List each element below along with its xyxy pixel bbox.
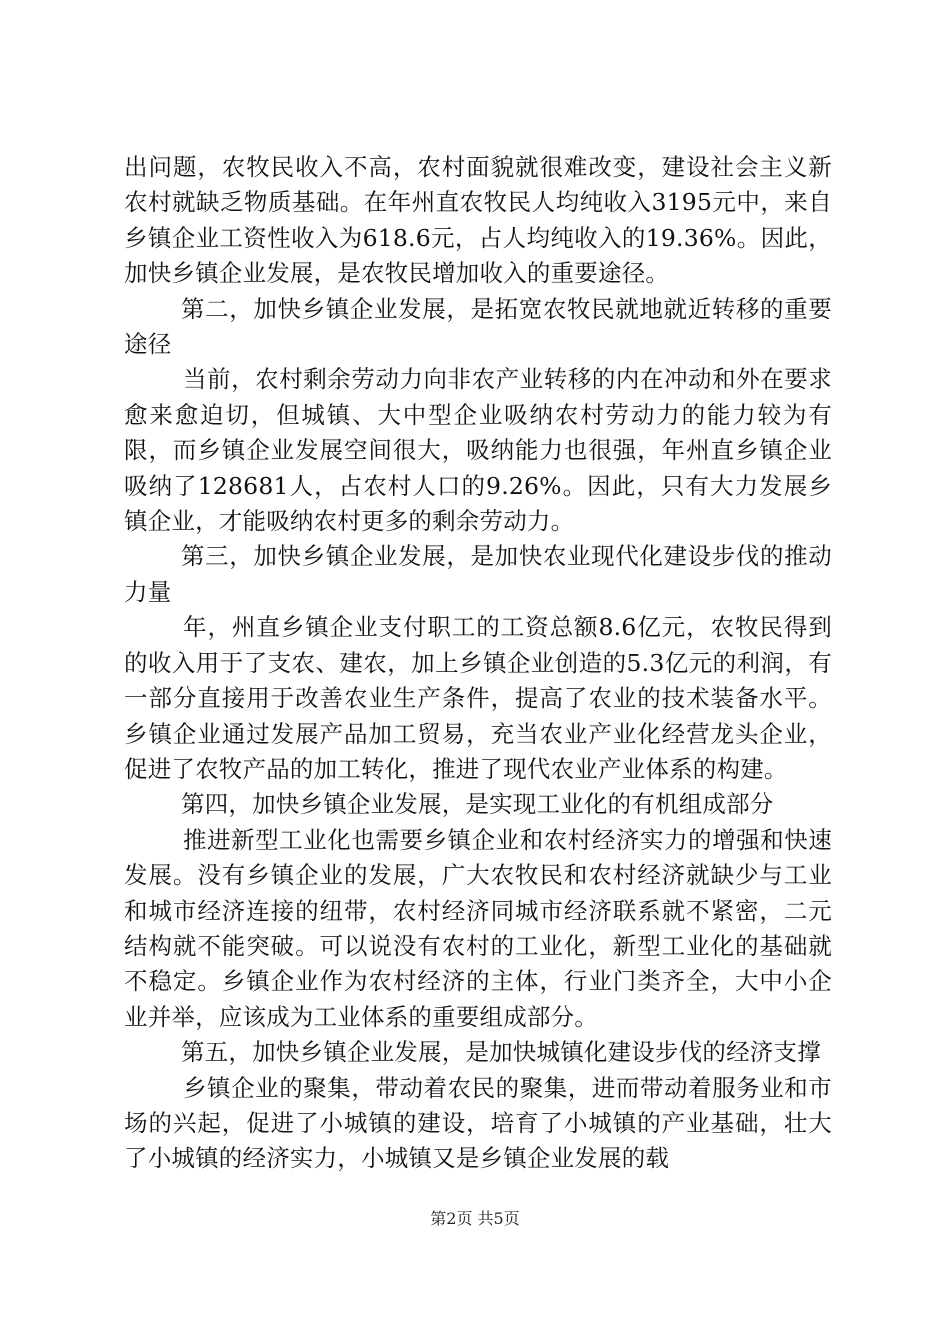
section-heading-5: 第五，加快乡镇企业发展，是加快城镇化建设步伐的经济支撑 [181,1038,821,1067]
section-heading-3: 第三，加快乡镇企业发展，是加快农业现代化建设步伐的推动力量 [124,542,832,606]
paragraph: 当前，农村剩余劳动力向非农产业转移的内在冲动和外在要求愈来愈迫切，但城镇、大中型企业吸纳农村劳动力的能力较为有限，而乡镇企业发展空间很大，吸纳能力也很强，年州直乡镇企业吸纳了128681人，占农村人口的9.26%。因此，只有大力发展乡镇企业，才能吸纳农村更多的剩余劳动力。 [124,365,832,536]
paragraph: 乡镇企业的聚集，带动着农民的聚集，进而带动着服务业和市场的兴起，促进了小城镇的建设，培育了小城镇的产业基础，壮大了小城镇的经济实力，小城镇又是乡镇企业发展的载 [124,1073,832,1173]
section-heading-4: 第四，加快乡镇企业发展，是实现工业化的有机组成部分 [181,790,774,819]
paragraph: 年，州直乡镇企业支付职工的工资总额8.6亿元，农牧民得到的收入用于了支农、建农，加上乡镇企业创造的5.3亿元的利润，有一部分直接用于改善农业生产条件，提高了农业的技术装备水平。乡镇企业通过发展产品加工贸易，充当农业产业化经营龙头企业，促进了农牧产品的加工转化，推进了现代农业产业体系的构建。 [124,613,832,783]
page-number-footer: 第2页 共5页 [430,1209,520,1228]
document-body [124,150,832,1177]
paragraph: 推进新型工业化也需要乡镇企业和农村经济实力的增强和快速发展。没有乡镇企业的发展，广大农牧民和农村经济就缺少与工业和城市经济连接的纽带，农村经济同城市经济联系就不紧密，二元结构就不能突破。可以说没有农村的工业化，新型工业化的基础就不稳定。乡镇企业作为农村经济的主体，行业门类齐全，大中小企业并举，应该成为工业体系的重要组成部分。 [124,825,832,1031]
section-heading-2: 第二，加快乡镇企业发展，是拓宽农牧民就地就近转移的重要途径 [124,294,832,359]
paragraph-continued: 出问题，农牧民收入不高，农村面貌就很难改变，建设社会主义新农村就缺乏物质基础。在年州直农牧民人均纯收入3195元中，来自乡镇企业工资性收入为618.6元，占人均纯收入的19.36%。因此，加快乡镇企业发展，是农牧民增加收入的重要途径。 [124,153,832,288]
